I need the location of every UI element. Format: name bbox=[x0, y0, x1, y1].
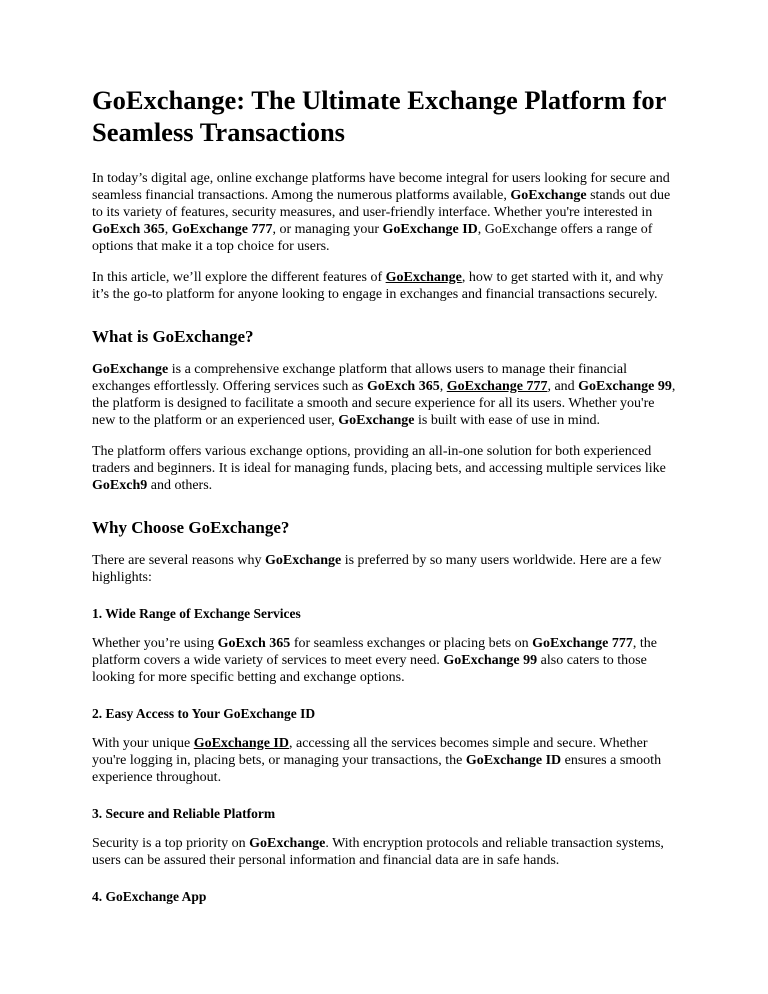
bold-term: GoExch 365 bbox=[366, 379, 440, 394]
intro-paragraph: In today’s digital age, online exchange platforms have become integral for users looking for secure and seamless financial transactions. Among the numerous platforms available, GoExchange stands out due to its variety of features, security measures, and user-friendly interface. Whether you're interested in GoExch 365, GoExchange 777, or managing your GoExchange ID, GoExchange offers a range of options that make it a top choice for users. bbox=[92, 171, 671, 254]
bold-term: GoExchange ID bbox=[465, 753, 562, 768]
subheading-secure: 3. Secure and Reliable Platform bbox=[92, 806, 276, 821]
subheading-easy-access: 2. Easy Access to Your GoExchange ID bbox=[92, 706, 316, 721]
bold-term: GoExchange 99 bbox=[578, 379, 672, 394]
goexchange-777-link[interactable]: GoExchange 777 bbox=[446, 379, 548, 394]
wide-range-paragraph: Whether you’re using GoExch 365 for seamless exchanges or placing bets on GoExchange 777, the platform covers a wide variety of services to meet every need. GoExchange 99 also caters to those looking for more specific betting and exchange options. bbox=[92, 636, 657, 685]
bold-term: GoExchange bbox=[249, 836, 326, 851]
bold-term: GoExchange bbox=[510, 188, 587, 203]
bold-term: GoExchange 99 bbox=[443, 653, 538, 668]
intro-paragraph-2: In this article, we’ll explore the different features of GoExchange, how to get started with it, and why it’s the go-to platform for anyone looking to engage in exchanges and financial transactions securely. bbox=[92, 270, 664, 302]
bold-term: GoExch9 bbox=[92, 478, 148, 493]
bold-term: GoExchange bbox=[264, 553, 342, 568]
section-heading-what: What is GoExchange? bbox=[92, 327, 254, 346]
secure-paragraph: Security is a top priority on GoExchange. With encryption protocols and reliable transaction systems, users can be assured their personal information and financial data are in safe hands. bbox=[92, 836, 664, 868]
goexchange-link[interactable]: GoExchange bbox=[385, 270, 462, 285]
bold-term: GoExchange bbox=[338, 413, 415, 428]
bold-term: GoExchange 777 bbox=[532, 636, 633, 651]
what-paragraph-1: GoExchange is a comprehensive exchange platform that allows users to manage their financial exchanges effortlessly. Offering services such as GoExch 365, GoExchange 777, and GoExchange 99, the platform is designed to facilitate a smooth and secure experience for all its users. Whether you're new to the platform or an experienced user, GoExchange is built with ease of use in mind. bbox=[92, 362, 676, 428]
bold-term: GoExchange ID bbox=[382, 222, 478, 237]
bold-term: GoExchange 777 bbox=[171, 222, 273, 237]
why-paragraph-1: There are several reasons why GoExchange is preferred by so many users worldwide. Here are a few highlights: bbox=[92, 553, 662, 585]
page-title: GoExchange: The Ultimate Exchange Platform for Seamless Transactions bbox=[92, 85, 666, 147]
what-paragraph-2: The platform offers various exchange options, providing an all-in-one solution for both experienced traders and beginners. It is ideal for managing funds, placing bets, and accessing multiple services like GoExch9 and others. bbox=[92, 444, 666, 493]
easy-access-paragraph: With your unique GoExchange ID, accessing all the services becomes simple and secure. Whether you're logging in, placing bets, or managing your transactions, the GoExchange ID ensures a smooth experience throughout. bbox=[92, 736, 662, 785]
goexchange-id-link[interactable]: GoExchange ID bbox=[193, 736, 289, 751]
bold-term: GoExch 365 bbox=[92, 222, 165, 237]
section-heading-why: Why Choose GoExchange? bbox=[92, 518, 290, 537]
subheading-wide-range: 1. Wide Range of Exchange Services bbox=[92, 606, 301, 621]
bold-term: GoExchange bbox=[92, 362, 169, 377]
subheading-app: 4. GoExchange App bbox=[92, 889, 207, 904]
bold-term: GoExch 365 bbox=[217, 636, 291, 651]
